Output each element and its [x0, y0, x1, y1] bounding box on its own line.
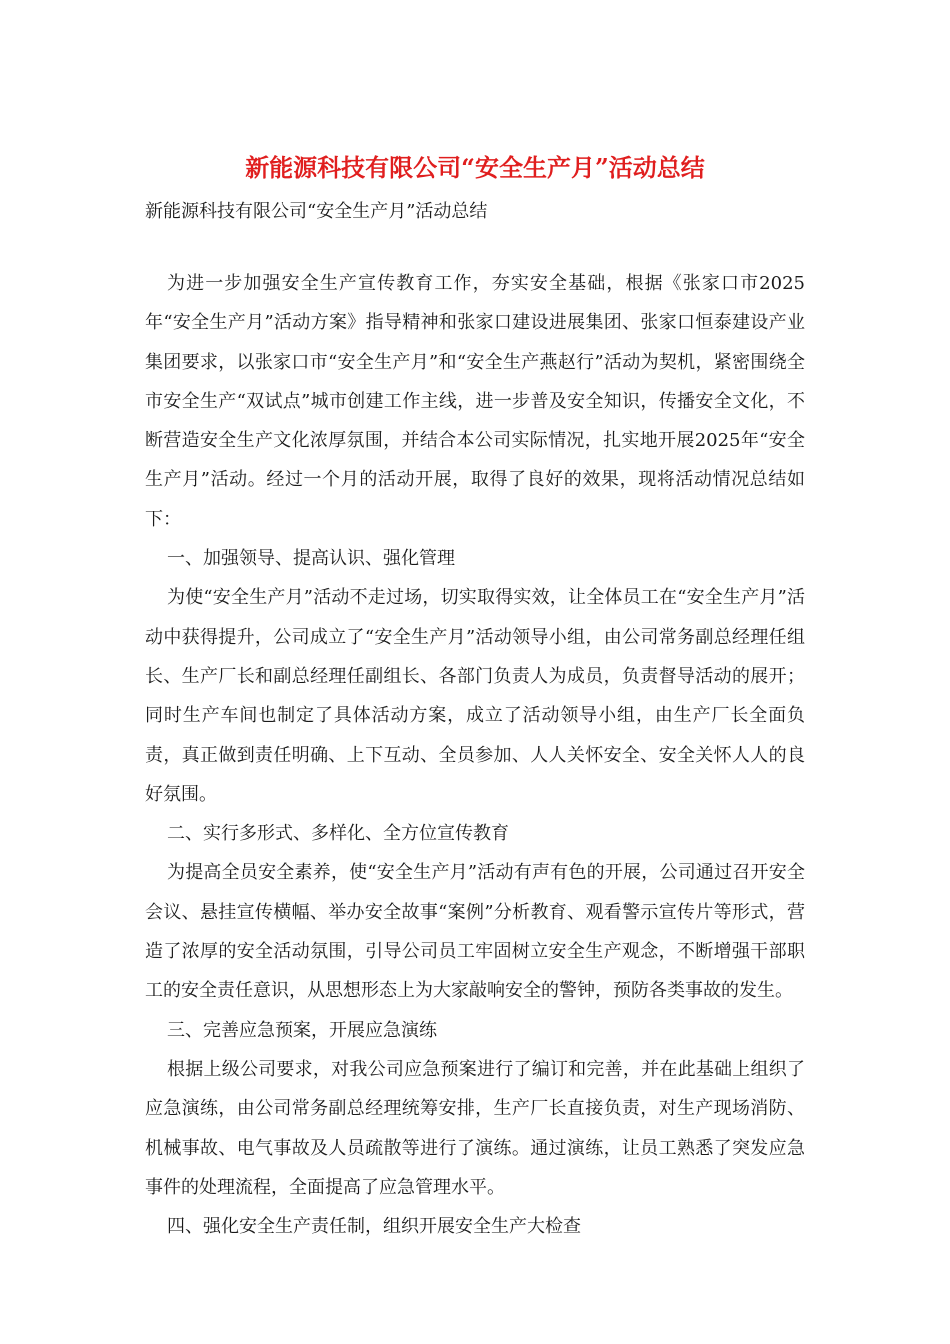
document-body [145, 264, 805, 1246]
section-paragraph-3: 根据上级公司要求，对我公司应急预案进行了编订和完善，并在此基础上组织了应急演练，由公司常务副总经理统筹安排，生产厂长直接负责，对生产现场消防、机械事故、电气事故及人员疏散等进行了演练。通过演练，让员工熟悉了突发应急事件的处理流程，全面提高了应急管理水平。 [145, 1058, 805, 1198]
document-title: 新能源科技有限公司“安全生产月”活动总结 [245, 153, 705, 182]
document-subtitle: 新能源科技有限公司“安全生产月”活动总结 [145, 201, 488, 222]
intro-paragraph: 为进一步加强安全生产宣传教育工作，夯实安全基础，根据《张家口市2025年“安全生产月”活动方案》指导精神和张家口建设进展集团、张家口恒泰建设产业集团要求，以张家口市“安全生产月”和“安全生产燕赵行”活动为契机，紧密围绕全市安全生产“双试点”城市创建工作主线，进一步普及安全知识，传播安全文化，不断营造安全生产文化浓厚氛围，并结合本公司实际情况，扎实地开展2025年“安全生产月”活动。经过一个月的活动开展，取得了良好的效果，现将活动情况总结如下： [145, 273, 805, 530]
section-paragraph-1: 为使“安全生产月”活动不走过场，切实取得实效，让全体员工在“安全生产月”活动中获得提升，公司成立了“安全生产月”活动领导小组，由公司常务副总经理任组长、生产厂长和副总经理任副组长、各部门负责人为成员，负责督导活动的展开；同时生产车间也制定了具体活动方案，成立了活动领导小组，由生产厂长全面负责，真正做到责任明确、上下互动、全员参加、人人关怀安全、安全关怀人人的良好氛围。 [145, 587, 805, 805]
section-heading-3: 三、完善应急预案，开展应急演练 [167, 1019, 437, 1041]
section-heading-4: 四、强化安全生产责任制，组织开展安全生产大检查 [167, 1216, 581, 1238]
section-paragraph-2: 为提高全员安全素养，使“安全生产月”活动有声有色的开展，公司通过召开安全会议、悬挂宣传横幅、举办安全故事“案例”分析教育、观看警示宣传片等形式，营造了浓厚的安全活动氛围，引导公司员工牢固树立安全生产观念，不断增强干部职工的安全责任意识，从思想形态上为大家敲响安全的警钟，预防各类事故的发生。 [145, 862, 805, 1002]
section-heading-1: 一、加强领导、提高认识、强化管理 [167, 548, 455, 570]
section-heading-2: 二、实行多形式、多样化、全方位宣传教育 [167, 823, 509, 845]
